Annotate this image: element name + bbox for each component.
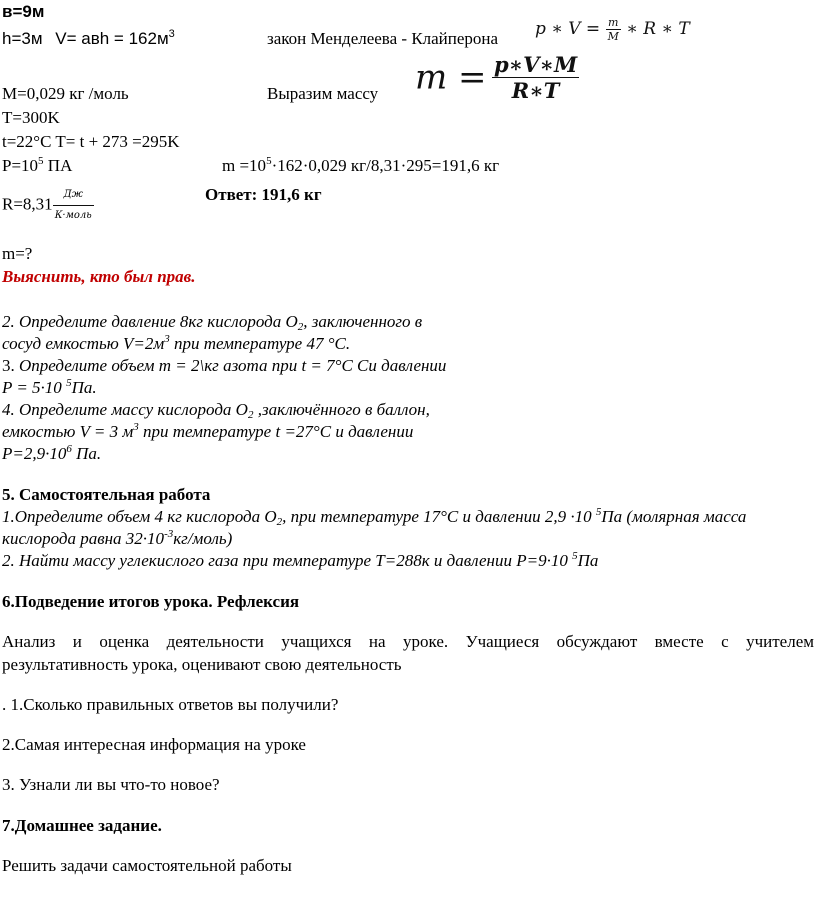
given-r: R=8,31 $\frac{Дж}{\text{К·моль}}$ [2, 185, 94, 226]
section5-task1-line1: 1.Определите объем 4 кг кислорода $О_2$, при температуре 17°С и давлении 2,9 ·10 $^5$Па (молярная масса [2, 506, 747, 528]
r-unit: $\frac{Дж}{\text{К·моль}}$ [53, 185, 94, 226]
given-pressure: $P=10^5$ ПА [2, 155, 73, 175]
answer: Ответ: 191,6 кг [205, 185, 322, 204]
law-label: закон Менделеева - Клайперона [267, 29, 499, 48]
section5-task2: 2. Найти массу углекислого газа при температуре Т=288к и давлении Р=9·10 $^5$Па [2, 550, 599, 570]
section6-paragraph-line1: Анализ и оценка деятельности учащихся на уроке. Учащиеся обсуждают вместе с учителем [2, 632, 814, 651]
question-1: . 1.Сколько правильных ответов вы получили? [2, 695, 339, 714]
law-formula: p ∗ V = $\frac{m}{M}$ ∗ R ∗ T [535, 16, 690, 43]
task3-line2: P = 5·10 $^5$Па. [2, 377, 97, 397]
task-highlight: Выяснить, кто был прав. [2, 267, 196, 286]
task2-line1: 2. Определите давление 8кг кислорода $О_2$, заключенного в [2, 312, 423, 333]
given-unknown: m=? [2, 244, 33, 263]
given-temp-k: T=300K [2, 108, 60, 127]
given-v: в=9м [2, 2, 45, 21]
given-molar-mass: М=0,029 кг /моль [2, 84, 129, 103]
given-h-volume [2, 29, 175, 49]
section5-task1-line2: кислорода равна $32\cdot 10^{-3}кг/моль$) [2, 528, 233, 548]
mass-formula: m = $\frac{p∗V∗M}{R∗T}$ [415, 52, 578, 103]
express-label: Выразим массу [267, 84, 379, 103]
section7-text: Решить задачи самостоятельной работы [2, 856, 292, 875]
task3-line1: 3. Определите объем m = 2\кг азота при t = 7°С Си давлении [2, 356, 447, 375]
question-3: 3. Узнали ли вы что-то новое? [2, 775, 220, 794]
given-temp-c: t=22°C T= t + 273 =295K [2, 132, 180, 151]
given-h: h=3м [2, 29, 43, 48]
mass-calculation: $m =10^5\cdot 162\cdot 0,029$ кг/8,31·295=191,6 кг [222, 155, 500, 175]
section5-heading: 5. Самостоятельная работа [2, 485, 211, 504]
section7-heading: 7.Домашнее задание. [2, 816, 162, 835]
section6-heading: 6.Подведение итогов урока. Рефлексия [2, 592, 300, 611]
question-2: 2.Самая интересная информация на уроке [2, 735, 306, 754]
task4-line1: 4. Определите массу кислорода $О_2$ ,заключённого в баллон, [2, 400, 430, 421]
task4-line3: $P=2,9\cdot 10^6$ Па. [2, 443, 102, 463]
task4-line2: емкостью V = 3 $м^3$ при температуре t =27°С и давлении [2, 421, 414, 441]
task2-line2: сосуд емкостью $V=2м^3$ при температуре 47 °С. [2, 333, 351, 353]
given-volume: V= авh = $162м^3$ [55, 28, 175, 48]
section6-paragraph-line2: результативность урока, оценивают свою деятельность [2, 655, 402, 674]
